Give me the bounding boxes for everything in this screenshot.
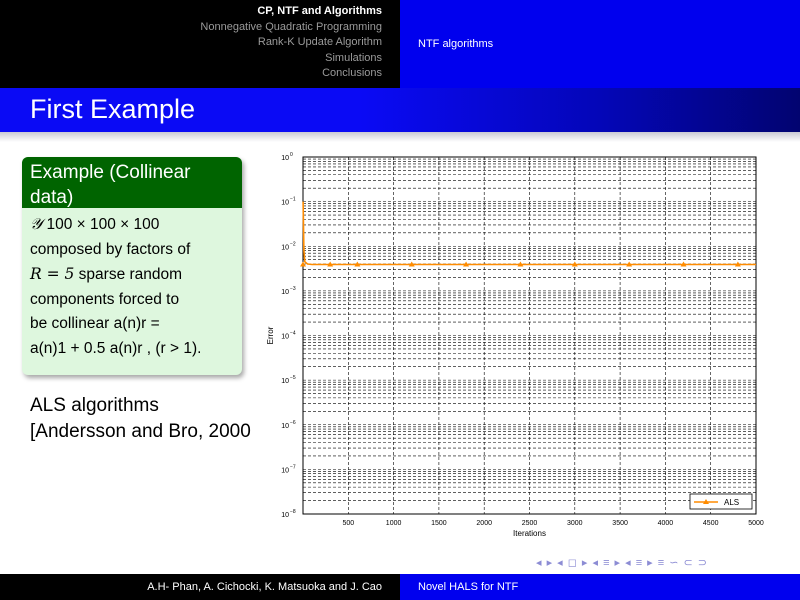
x-tick-label: 500 [342,520,355,527]
y-tick-label: 10 [281,288,289,296]
footer-authors-text: A.H- Phan, A. Cichocki, K. Matsuoka and J. Cao [147,581,382,593]
y-tick-exponent: −3 [290,285,296,292]
footer-title-text: Novel HALS for NTF [418,581,519,593]
example-block [22,157,242,375]
x-tick-label: 3500 [612,520,628,527]
y-tick-exponent: −6 [290,419,296,426]
als-line-1: ALS algorithms [30,395,159,416]
tensor-symbol: 𝒴 [30,215,43,233]
section-item[interactable]: Simulations [325,51,382,64]
example-line-5: be collinear a(n)r = [30,315,160,332]
y-tick-label: 10 [281,467,289,475]
als-citation [30,393,262,445]
x-tick-label: 1500 [431,520,447,527]
title-shadow [0,132,800,142]
y-tick-exponent: −5 [290,375,296,382]
x-tick-label: 2500 [521,520,538,527]
header-section-nav [0,0,400,88]
example-line-3 [30,262,234,288]
x-tick-label: 1000 [385,520,402,527]
y-tick-exponent: −8 [290,509,296,515]
y-tick-label: 10 [281,199,289,207]
example-body [22,208,242,365]
y-tick-exponent: −2 [290,241,296,248]
section-list [200,4,382,82]
subsection-label[interactable]: NTF algorithms [418,38,494,50]
y-tick-exponent: −7 [290,464,296,471]
x-tick-label: 4500 [702,520,719,527]
legend-label: ALS [724,498,740,507]
example-line-6: a(n)1 + 0.5 a(n)r , (r > 1). [30,339,202,357]
example-line-2: composed by factors of [30,240,191,258]
y-tick-label: 10 [281,244,289,252]
x-axis-label: Iterations [513,529,546,538]
section-item[interactable]: CP, NTF and Algorithms [257,5,382,17]
chart-legend [690,494,752,509]
section-item[interactable]: Rank-K Update Algorithm [257,36,382,49]
y-tick-exponent: 0 [290,152,293,158]
als-line-2: [Andersson and Bro, 2000 [30,421,251,442]
header-subsection [400,0,800,88]
example-heading: Example (Collinear data) [22,157,242,208]
example-line-4: components forced to [30,290,180,308]
chart-grid [303,157,756,514]
y-tick-label: 10 [281,512,289,519]
tensor-size: 100 × 100 × 100 [46,216,160,233]
y-tick-exponent: −4 [290,330,296,337]
beamer-navigation[interactable] [536,556,708,569]
example-line-1 [30,212,234,238]
y-axis-label: Error [266,326,275,345]
example-line-3-text: sparse random [74,266,183,283]
y-tick-labels [281,152,296,519]
x-tick-label: 5000 [748,520,764,527]
nav-symbols[interactable]: ◂ ▸ ◂ ◻ ▸ ◂ ≡ ▸ ◂ ≡ ▸ ≡ ∽ ⊂ ⊃ [536,557,708,569]
slide-title: First Example [30,94,196,124]
x-tick-labels [342,520,763,527]
slide-title-bar [0,88,800,132]
x-tick-label: 3000 [567,520,583,527]
y-tick-label: 10 [281,333,289,341]
x-tick-label: 2000 [476,520,492,527]
y-tick-label: 10 [281,155,289,162]
x-tick-label: 4000 [657,520,674,527]
section-item[interactable]: Conclusions [322,67,382,80]
y-tick-label: 10 [281,378,289,386]
y-tick-label: 10 [281,422,289,430]
error-chart [260,145,780,545]
y-tick-exponent: −1 [290,196,296,203]
section-item[interactable]: Nonnegative Quadratic Programming [200,20,382,33]
footer-authors [0,574,400,600]
footer-title [400,574,800,600]
rank-expression: R = 5 [30,265,75,283]
